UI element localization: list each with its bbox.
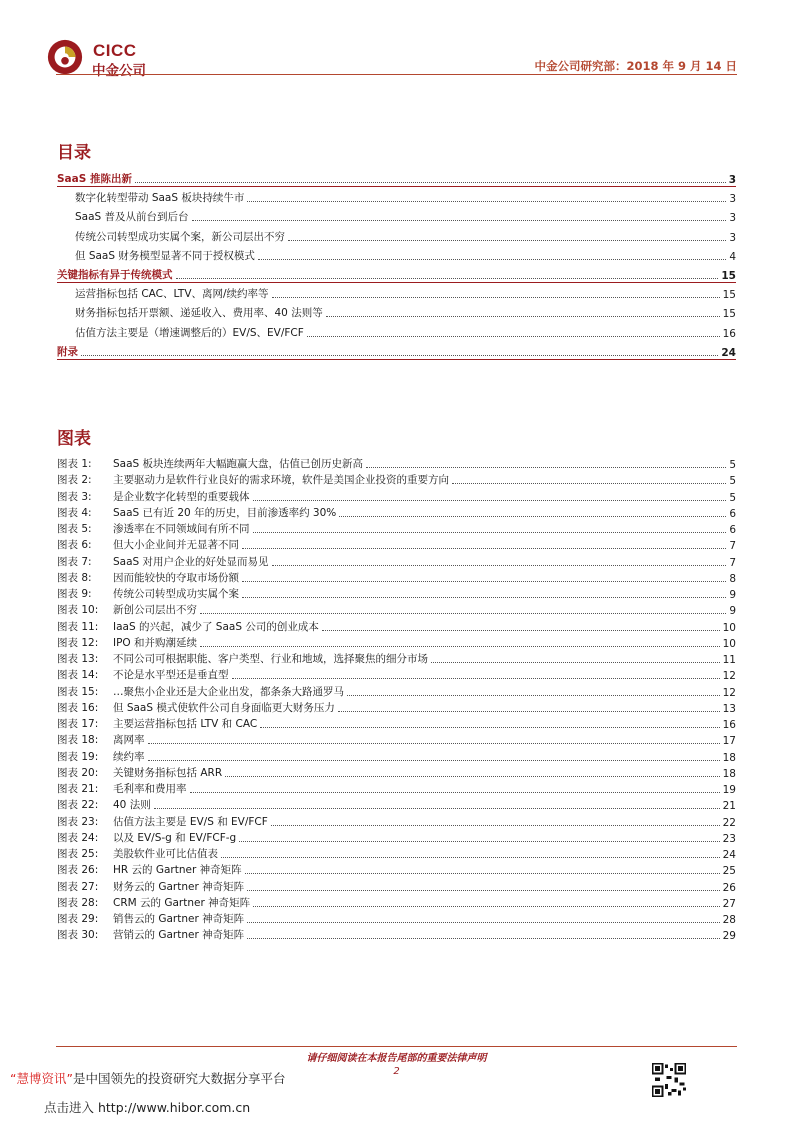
figure-page: 29 bbox=[722, 930, 736, 943]
figure-entry[interactable] bbox=[57, 537, 736, 552]
toc-entry-page: 3 bbox=[729, 212, 736, 225]
figure-number: 图表 10: bbox=[57, 604, 99, 617]
figure-title: 续约率 bbox=[113, 750, 145, 763]
figure-entry[interactable] bbox=[57, 505, 736, 520]
toc-entry-title: 附录 bbox=[57, 345, 78, 358]
figure-title: 主要运营指标包括 LTV 和 CAC bbox=[113, 718, 258, 730]
figure-leader-dots bbox=[247, 938, 720, 939]
toc-entry-title: 财务指标包括开票额、递延收入、费用率、40 法则等 bbox=[75, 307, 323, 320]
figure-leader-dots bbox=[253, 906, 719, 907]
figure-number: 图表 12: bbox=[57, 636, 99, 649]
figure-page: 22 bbox=[722, 816, 736, 829]
figure-number: 图表 22: bbox=[57, 799, 99, 812]
figure-entry[interactable] bbox=[57, 700, 736, 715]
figure-number: 图表 23: bbox=[57, 815, 99, 828]
toc-subsection-entry[interactable] bbox=[57, 229, 736, 244]
figure-leader-dots bbox=[271, 825, 720, 826]
figure-entry[interactable] bbox=[57, 911, 736, 926]
figure-entry[interactable] bbox=[57, 765, 736, 780]
figure-title: 财务云的 Gartner 神奇矩阵 bbox=[113, 880, 245, 893]
figure-leader-dots bbox=[247, 922, 720, 923]
toc-subsection-entry[interactable] bbox=[57, 190, 736, 205]
figure-entry[interactable] bbox=[57, 732, 736, 747]
toc-entry-title: 但 SaaS 财务模型显著不同于授权模式 bbox=[75, 249, 255, 262]
figure-page: 10 bbox=[722, 621, 736, 634]
toc-leader-dots bbox=[272, 297, 720, 298]
toc-leader-dots bbox=[81, 355, 718, 356]
figure-number: 图表 28: bbox=[57, 896, 99, 909]
toc-subsection-entry[interactable] bbox=[57, 248, 736, 263]
figure-number: 图表 21: bbox=[57, 783, 99, 795]
figure-page: 23 bbox=[722, 832, 736, 845]
figure-entry[interactable] bbox=[57, 554, 736, 569]
figure-page: 6 bbox=[729, 524, 736, 536]
figure-entry[interactable] bbox=[57, 862, 736, 877]
cicc-logo bbox=[46, 38, 166, 78]
figure-page: 18 bbox=[722, 751, 736, 764]
toc-entry-title: SaaS 推陈出新 bbox=[57, 173, 132, 185]
toc-section-underline bbox=[57, 186, 736, 187]
figure-number: 图表 17: bbox=[57, 718, 99, 730]
toc-section-underline bbox=[57, 282, 736, 283]
toc-leader-dots bbox=[288, 240, 726, 241]
figure-leader-dots bbox=[232, 678, 720, 679]
toc-entry-page: 15 bbox=[722, 289, 736, 302]
toc-section-entry[interactable] bbox=[57, 171, 736, 186]
figure-title: …聚焦小企业还是大企业出发，都条条大路通罗马 bbox=[113, 685, 344, 698]
figure-page: 12 bbox=[722, 686, 736, 699]
figure-number: 图表 5: bbox=[57, 523, 92, 535]
figure-title: HR 云的 Gartner 神奇矩阵 bbox=[113, 864, 242, 877]
figure-title: 传统公司转型成功实属个案 bbox=[113, 588, 239, 600]
toc-entry-page: 4 bbox=[729, 250, 736, 263]
figure-leader-dots bbox=[260, 727, 719, 728]
figure-leader-dots bbox=[366, 467, 726, 468]
watermark-link[interactable]: 点击进入 http://www.hibor.com.cn bbox=[44, 1100, 251, 1115]
figure-entry[interactable] bbox=[57, 684, 736, 699]
figure-entry[interactable] bbox=[57, 521, 736, 536]
figure-leader-dots bbox=[272, 565, 727, 566]
toc-entry-page: 3 bbox=[729, 193, 736, 206]
toc-entry-title: 估值方法主要是（增速调整后的）EV/S、EV/FCF bbox=[75, 326, 304, 339]
toc-entry-page: 3 bbox=[729, 231, 736, 244]
figure-title: 不同公司可根据职能、客户类型、行业和地域，选择聚焦的细分市场 bbox=[113, 653, 428, 665]
footer-divider bbox=[56, 1046, 737, 1047]
figure-page: 26 bbox=[722, 881, 736, 894]
figure-entry[interactable] bbox=[57, 716, 736, 731]
toc-entry-title: 运营指标包括 CAC、LTV、离网/续约率等 bbox=[75, 288, 269, 301]
toc-entry-title: 数字化转型带动 SaaS 板块持续牛市 bbox=[75, 192, 245, 205]
logo-text-cn: 中金公司 bbox=[92, 63, 146, 79]
logo-text-en: CICC bbox=[93, 41, 137, 60]
toc-section-entry[interactable] bbox=[57, 344, 736, 359]
figure-title: 关键财务指标包括 ARR bbox=[113, 766, 223, 779]
legal-notice: 请仔细阅读在本报告尾部的重要法律声明 bbox=[306, 1053, 487, 1064]
figure-entry[interactable] bbox=[57, 814, 736, 829]
figure-title: 以及 EV/S-g 和 EV/FCF-g bbox=[113, 831, 237, 844]
figure-leader-dots bbox=[322, 630, 720, 631]
figure-title: CRM 云的 Gartner 神奇矩阵 bbox=[113, 896, 251, 909]
figure-entry[interactable] bbox=[57, 797, 736, 812]
figure-page: 11 bbox=[722, 654, 736, 666]
figure-page: 16 bbox=[722, 719, 736, 731]
figure-leader-dots bbox=[247, 890, 720, 891]
figure-page: 7 bbox=[729, 556, 736, 569]
toc-entry-page: 15 bbox=[722, 308, 736, 321]
figure-page: 25 bbox=[722, 865, 736, 878]
figures-title: 图表 bbox=[57, 429, 91, 449]
qr-code-icon bbox=[652, 1063, 686, 1097]
figure-title: 估值方法主要是 EV/S 和 EV/FCF bbox=[113, 815, 268, 828]
toc-entry-title: 关键指标有异于传统模式 bbox=[57, 269, 173, 281]
figure-entry[interactable] bbox=[57, 927, 736, 942]
figure-number: 图表 6: bbox=[57, 539, 92, 552]
toc-entry-title: SaaS 普及从前台到后台 bbox=[75, 211, 189, 224]
figure-entry[interactable] bbox=[57, 846, 736, 861]
figure-number: 图表 13: bbox=[57, 653, 99, 665]
figure-number: 图表 7: bbox=[57, 555, 92, 568]
figure-entry[interactable] bbox=[57, 830, 736, 845]
toc-subsection-entry[interactable] bbox=[57, 325, 736, 340]
figure-title: 主要驱动力是软件行业良好的需求环境，软件是美国企业投资的重要方向 bbox=[113, 474, 449, 487]
figure-leader-dots bbox=[239, 841, 719, 842]
figure-title: 离网率 bbox=[113, 734, 145, 747]
figure-leader-dots bbox=[200, 646, 720, 647]
figure-leader-dots bbox=[200, 613, 726, 614]
figure-page: 12 bbox=[722, 670, 736, 683]
figure-number: 图表 8: bbox=[57, 571, 92, 584]
figure-entry[interactable] bbox=[57, 667, 736, 682]
figure-title: 40 法则 bbox=[113, 799, 151, 812]
figure-page: 8 bbox=[729, 572, 736, 585]
figure-title: SaaS 对用户企业的好处显而易见 bbox=[113, 555, 269, 568]
figure-entry[interactable] bbox=[57, 619, 736, 634]
toc-leader-dots bbox=[247, 201, 726, 202]
toc-leader-dots bbox=[307, 336, 720, 337]
toc-entry-page: 24 bbox=[721, 346, 736, 359]
figure-page: 18 bbox=[722, 767, 736, 780]
figure-number: 图表 30: bbox=[57, 929, 99, 942]
figure-title: 新创公司层出不穷 bbox=[113, 604, 197, 617]
page-number: 2 bbox=[393, 1066, 400, 1077]
figure-title: 不论是水平型还是垂直型 bbox=[113, 669, 229, 682]
figure-entry[interactable] bbox=[57, 651, 736, 666]
toc-leader-dots bbox=[258, 259, 726, 260]
figure-leader-dots bbox=[452, 483, 726, 484]
figure-page: 19 bbox=[722, 784, 736, 796]
figure-leader-dots bbox=[190, 792, 720, 793]
figure-leader-dots bbox=[245, 873, 720, 874]
figure-title: 美股软件业可比估值表 bbox=[113, 848, 218, 860]
figure-page: 13 bbox=[722, 702, 736, 715]
figure-number: 图表 15: bbox=[57, 685, 99, 698]
figure-leader-dots bbox=[431, 662, 720, 663]
toc-entry-page: 16 bbox=[722, 327, 736, 340]
figure-page: 7 bbox=[729, 540, 736, 553]
watermark-tagline: 是中国领先的投资研究大数据分享平台 bbox=[72, 1071, 286, 1086]
toc-leader-dots bbox=[192, 220, 727, 221]
watermark-line-1 bbox=[10, 1069, 285, 1087]
figure-leader-dots bbox=[253, 500, 727, 501]
toc-title: 目录 bbox=[57, 143, 91, 163]
figure-page: 5 bbox=[729, 459, 736, 471]
figure-leader-dots bbox=[339, 516, 726, 517]
figure-leader-dots bbox=[154, 808, 720, 809]
figure-number: 图表 11: bbox=[57, 620, 99, 633]
figure-page: 21 bbox=[722, 800, 736, 813]
figure-entry[interactable] bbox=[57, 879, 736, 894]
figure-entry[interactable] bbox=[57, 749, 736, 764]
figure-title: SaaS 板块连续两年大幅跑赢大盘，估值已创历史新高 bbox=[113, 458, 364, 470]
figure-page: 6 bbox=[729, 507, 736, 520]
figure-leader-dots bbox=[225, 776, 720, 777]
figure-entry[interactable] bbox=[57, 781, 736, 796]
figure-leader-dots bbox=[242, 581, 726, 582]
header-date: 中金公司研究部：2018 年 9 月 14 日 bbox=[534, 59, 737, 73]
toc-section-entry[interactable] bbox=[57, 267, 736, 282]
figure-entry[interactable] bbox=[57, 895, 736, 910]
figure-number: 图表 26: bbox=[57, 864, 99, 877]
figure-leader-dots bbox=[148, 743, 720, 744]
figure-page: 28 bbox=[722, 914, 736, 926]
toc-subsection-entry[interactable] bbox=[57, 286, 736, 301]
figure-number: 图表 29: bbox=[57, 913, 99, 925]
figure-number: 图表 20: bbox=[57, 766, 99, 779]
figure-title: 但大小企业间并无显著不同 bbox=[113, 539, 239, 552]
figure-title: 因而能较快的夺取市场份额 bbox=[113, 571, 239, 584]
figure-number: 图表 1: bbox=[57, 458, 92, 470]
figure-entry[interactable] bbox=[57, 456, 736, 471]
figure-entry[interactable] bbox=[57, 570, 736, 585]
figure-number: 图表 14: bbox=[57, 669, 99, 682]
figure-number: 图表 25: bbox=[57, 848, 99, 860]
figure-number: 图表 18: bbox=[57, 734, 99, 747]
figure-number: 图表 27: bbox=[57, 880, 99, 893]
figure-number: 图表 4: bbox=[57, 506, 92, 519]
toc-entry-title: 传统公司转型成功实属个案，新公司层出不穷 bbox=[75, 230, 285, 243]
figure-leader-dots bbox=[253, 532, 727, 533]
figure-page: 9 bbox=[729, 589, 736, 601]
figure-leader-dots bbox=[338, 711, 720, 712]
figure-leader-dots bbox=[148, 760, 720, 761]
figure-page: 24 bbox=[722, 849, 736, 861]
toc-leader-dots bbox=[135, 182, 726, 183]
toc-entry-page: 15 bbox=[721, 270, 736, 282]
figure-leader-dots bbox=[242, 597, 726, 598]
toc-section-underline bbox=[57, 359, 736, 360]
toc-leader-dots bbox=[326, 316, 720, 317]
figure-leader-dots bbox=[347, 695, 720, 696]
figure-page: 17 bbox=[722, 735, 736, 748]
figure-title: IPO 和并购潮延续 bbox=[113, 636, 198, 649]
figure-title: 但 SaaS 模式使软件公司自身面临更大财务压力 bbox=[113, 701, 335, 714]
figure-title: IaaS 的兴起，减少了 SaaS 公司的创业成本 bbox=[113, 620, 319, 633]
figure-title: 渗透率在不同领域间有所不同 bbox=[113, 523, 250, 535]
watermark-brand: “慧博资讯” bbox=[10, 1071, 73, 1086]
figure-entry[interactable] bbox=[57, 472, 736, 487]
figure-page: 5 bbox=[729, 475, 736, 488]
figure-number: 图表 19: bbox=[57, 750, 99, 763]
figure-entry[interactable] bbox=[57, 489, 736, 504]
figure-leader-dots bbox=[221, 857, 720, 858]
figure-leader-dots bbox=[242, 548, 726, 549]
toc-subsection-entry[interactable] bbox=[57, 305, 736, 320]
figure-number: 图表 3: bbox=[57, 490, 92, 503]
figure-title: 是企业数字化转型的重要载体 bbox=[113, 490, 250, 503]
figure-number: 图表 2: bbox=[57, 474, 92, 487]
figure-number: 图表 9: bbox=[57, 588, 92, 600]
figure-number: 图表 24: bbox=[57, 831, 99, 844]
cicc-logo-mark-icon bbox=[46, 38, 84, 76]
figure-page: 10 bbox=[722, 637, 736, 650]
figure-page: 9 bbox=[729, 605, 736, 618]
figure-page: 27 bbox=[722, 897, 736, 910]
figure-page: 5 bbox=[729, 491, 736, 504]
figure-title: 营销云的 Gartner 神奇矩阵 bbox=[113, 929, 245, 942]
figure-title: 销售云的 Gartner 神奇矩阵 bbox=[113, 913, 245, 925]
figure-number: 图表 16: bbox=[57, 701, 99, 714]
header-divider bbox=[56, 74, 737, 75]
toc-entry-page: 3 bbox=[728, 174, 736, 186]
figure-entry[interactable] bbox=[57, 602, 736, 617]
figure-title: SaaS 已有近 20 年的历史，目前渗透率约 30% bbox=[113, 506, 337, 519]
toc-subsection-entry[interactable] bbox=[57, 209, 736, 224]
toc-leader-dots bbox=[176, 278, 719, 279]
figure-title: 毛利率和费用率 bbox=[113, 783, 187, 795]
figure-entry[interactable] bbox=[57, 586, 736, 601]
figure-entry[interactable] bbox=[57, 635, 736, 650]
